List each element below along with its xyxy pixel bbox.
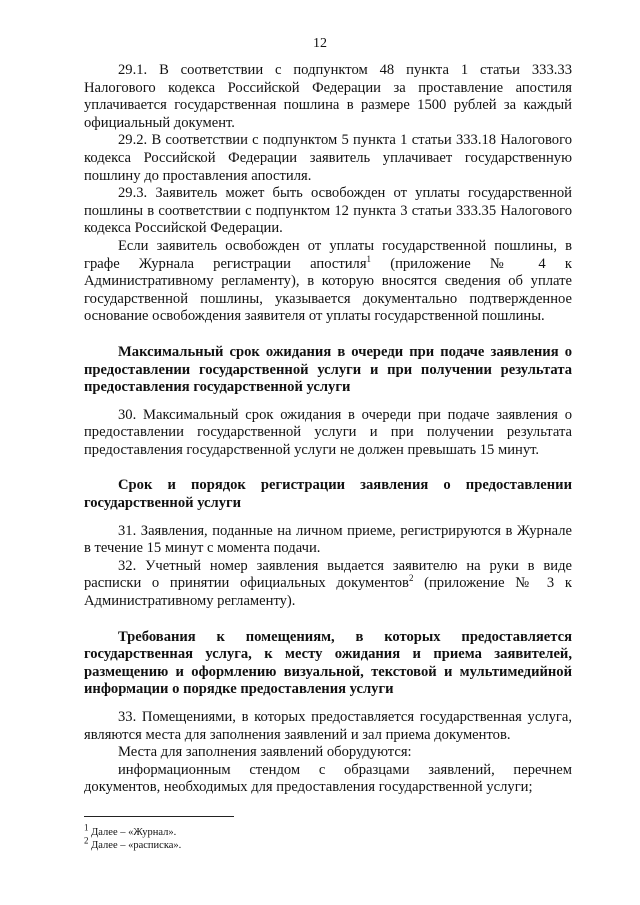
- document-body: [84, 62, 572, 797]
- footnote-1-text: Далее – «Журнал».: [88, 827, 177, 838]
- paragraph-29-2: 29.2. В соответствии с подпунктом 5 пункта 1 статьи 333.18 Налогового кодекса Российской Федерации заявитель уплачивает государственную пошлину до проставления апостиля.: [84, 132, 572, 184]
- heading-registration: Срок и порядок регистрации заявления о предоставлении государственной услуги: [84, 477, 572, 512]
- exemption-text-b: (приложение № 4 к Административному регламенту), в которую вносятся сведения об уплате государственной пошлины, указывается документально подтвержденное основание освобождения заявителя от уплаты государственной пошлины.: [84, 255, 572, 325]
- footnote-2-number: 2: [84, 835, 89, 846]
- footnotes: [84, 822, 182, 852]
- footnote-1-number: 1: [84, 822, 89, 833]
- footnote-2-text: Далее – «расписка».: [88, 840, 182, 851]
- paragraph-31: 31. Заявления, поданные на личном приеме, регистрируются в Журнале в течение 15 минут с момента подачи.: [84, 522, 572, 557]
- paragraph-30: 30. Максимальный срок ожидания в очереди при подаче заявления о предоставлении государственной услуги и при получении результата предоставления государственной услуги не должен превышать 15 минут.: [84, 406, 572, 458]
- paragraph-29-1: 29.1. В соответствии с подпунктом 48 пункта 1 статьи 333.33 Налогового кодекса Российской Федерации за проставление апостиля уплачивается государственная пошлина в размере 1500 рублей за каждый официальный документ.: [84, 62, 572, 131]
- page-number: 12: [313, 36, 327, 51]
- p32-text-a: 32. Учетный номер заявления выдается заявителю на руки в виде расписки о принятии официальных документов: [84, 557, 572, 592]
- heading-waiting-time: Максимальный срок ожидания в очереди при подаче заявления о предоставлении государственной услуги и при получении результата предоставления государственной услуги: [84, 343, 572, 396]
- paragraph-exemption: [84, 238, 572, 326]
- exemption-text-a: Если заявитель освобожден от уплаты государственной пошлины, в графе Журнала регистрации апостиля: [84, 237, 572, 272]
- footnote-ref-1: 1: [366, 253, 372, 264]
- heading-premises-requirements: Требования к помещениям, в которых предоставляется государственная услуга, к месту ожидания и приема заявителей, размещению и оформлению визуальной, текстовой и мультимедийной информации о порядке предоставления услуги: [84, 628, 572, 698]
- paragraph-33: 33. Помещениями, в которых предоставляется государственная услуга, являются места для заполнения заявлений и зал приема документов.: [84, 709, 572, 743]
- paragraph-33-places: Места для заполнения заявлений оборудуются:: [118, 744, 412, 761]
- p32-text-b: (приложение № 3 к Административному регламенту).: [84, 575, 572, 610]
- paragraph-29-3: 29.3. Заявитель может быть освобожден от уплаты государственной пошлины в соответствии с подпунктом 12 пункта 3 статьи 333.35 Налогового кодекса Российской Федерации.: [84, 185, 572, 237]
- paragraph-33-stand: информационным стендом с образцами заявлений, перечнем документов, необходимых для предоставления государственной услуги;: [84, 761, 572, 796]
- footnote-ref-2: 2: [408, 573, 414, 584]
- footnote-2: [84, 835, 182, 852]
- footnote-1: [84, 822, 181, 839]
- footnote-separator: [84, 816, 234, 817]
- paragraph-32: [84, 558, 572, 611]
